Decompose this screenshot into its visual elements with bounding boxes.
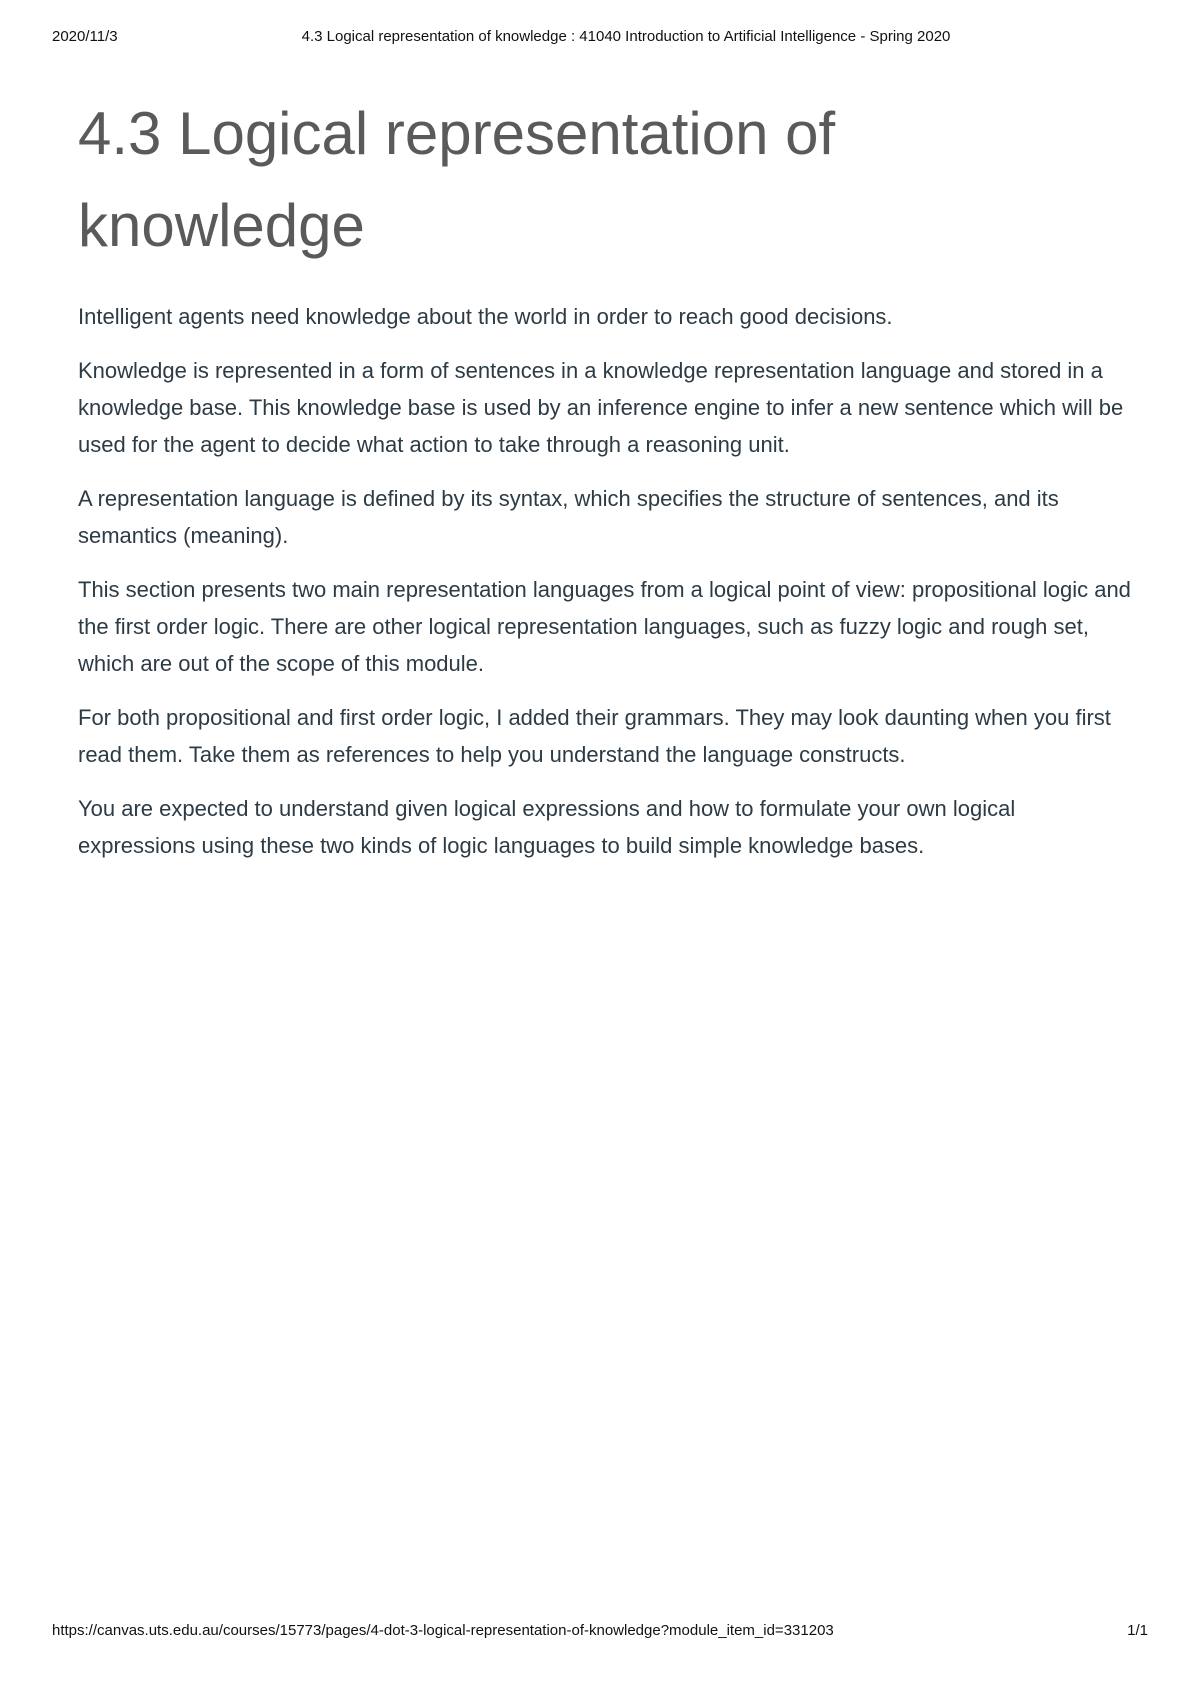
print-date: 2020/11/3 — [52, 28, 118, 45]
print-footer — [52, 1622, 1148, 1642]
page-content — [78, 88, 1138, 881]
paragraph-intro: Intelligent agents need knowledge about the world in order to reach good decisions. — [78, 304, 893, 329]
paragraph-representation-language: A representation language is defined by its syntax, which specifies the structure of sentences, and its semantics (meaning). — [78, 486, 1059, 548]
paragraph-expectations: You are expected to understand given logical expressions and how to formulate your own logical expressions using these two kinds of logic languages to build simple knowledge bases. — [78, 796, 1016, 858]
paragraph-section-overview: This section presents two main representation languages from a logical point of view: propositional logic and the first order logic. There are other logical representation languages, such as fuzzy logic and rough set, which are out of the scope of this module. — [78, 577, 1131, 676]
page-url: https://canvas.uts.edu.au/courses/15773/pages/4-dot-3-logical-representation-of-knowledge?module_item_id=331203 — [52, 1622, 834, 1639]
print-page-title: 4.3 Logical representation of knowledge : 41040 Introduction to Artificial Intelligence - Spring 2020 — [301, 28, 951, 45]
paragraph-knowledge-base: Knowledge is represented in a form of sentences in a knowledge representation language and stored in a knowledge base. This knowledge base is used by an inference engine to infer a new sentence which will be used for the agent to decide what action to take through a reasoning unit. — [78, 358, 1124, 457]
page-title: 4.3 Logical representation of knowledge — [78, 100, 836, 259]
print-header — [52, 28, 1140, 48]
page-number: 1/1 — [1127, 1622, 1148, 1639]
paragraph-grammars: For both propositional and first order logic, I added their grammars. They may look daunting when you first read them. Take them as references to help you understand the language constructs. — [78, 705, 1111, 767]
